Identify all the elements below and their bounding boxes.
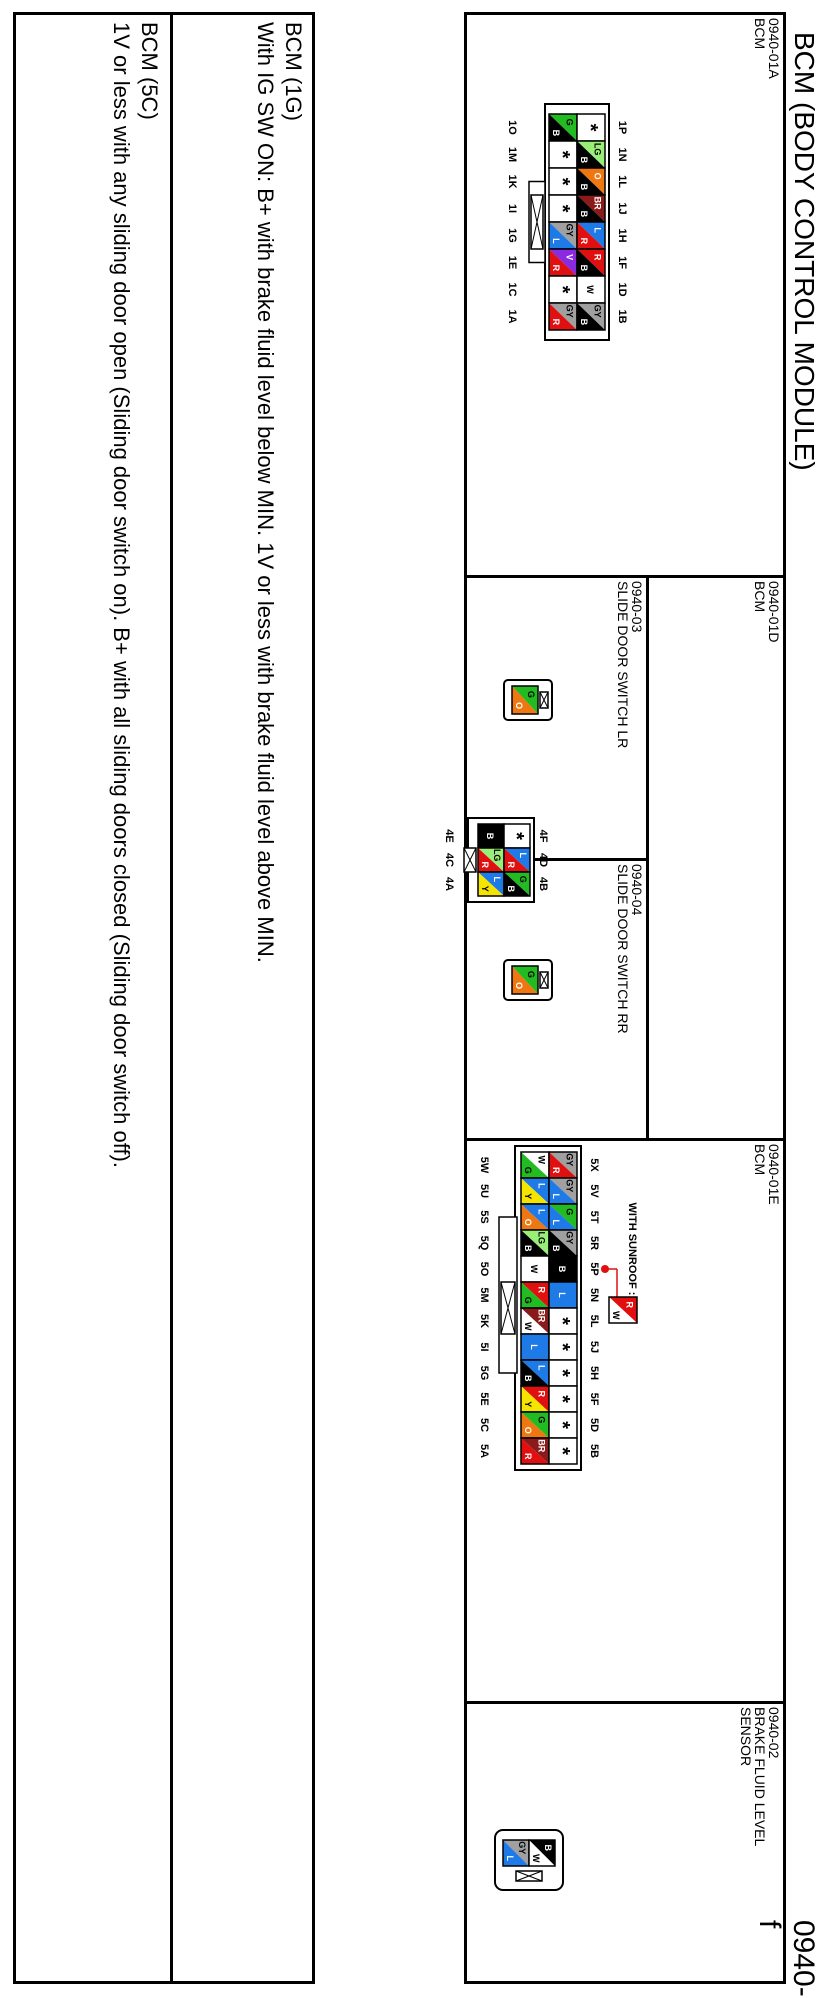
page-title: BCM (BODY CONTROL MODULE) <box>789 32 820 471</box>
pin-cell <box>577 222 605 249</box>
wire-color-label: G <box>523 1166 534 1174</box>
pin-cell <box>521 1230 549 1256</box>
wire-color-label: V <box>564 254 575 261</box>
unused-pin-star: * <box>551 1369 573 1377</box>
pin-cell <box>549 303 577 330</box>
wire-color-label: B <box>579 318 590 326</box>
pin-cell <box>577 276 605 303</box>
pin-cell <box>549 195 577 222</box>
pin-cell <box>549 249 577 276</box>
unused-pin-star: * <box>551 1421 573 1429</box>
pin-cell <box>577 303 605 330</box>
wire-color-label: GY <box>564 1231 575 1245</box>
pin-label: 5U <box>478 1183 490 1199</box>
wire-color-label: B <box>579 264 590 272</box>
wire-color-label: GY <box>592 304 603 318</box>
unused-pin-star: * <box>505 832 527 840</box>
pin-label: 5J <box>588 1340 600 1354</box>
wire-color-label: O <box>513 982 524 990</box>
wire-color-label: L <box>536 1183 547 1189</box>
wire-color-label: L <box>492 876 503 882</box>
pin-label: 1C <box>506 282 518 297</box>
pin-cell <box>549 1204 577 1230</box>
pin-cell <box>504 872 530 896</box>
wire-color-label: L <box>592 227 603 233</box>
pin-label: 5Q <box>478 1235 490 1251</box>
pin-label: 5V <box>588 1184 600 1198</box>
wire-color-label: GY <box>564 1179 575 1193</box>
wire-color-label: BR <box>536 1439 547 1453</box>
pin-cell <box>549 1282 577 1308</box>
pin-cell <box>549 168 577 195</box>
wire-color-label: W <box>530 1853 541 1863</box>
pin-cell <box>549 1256 577 1282</box>
note-text: 1V or less with any sliding door open (Sliding door switch on). B+ with all sliding doors closed (Sliding door switch off). <box>109 22 134 1168</box>
wire-color-label: L <box>529 1344 539 1350</box>
pin-label: 5D <box>588 1417 600 1433</box>
unused-pin-star: * <box>579 123 601 132</box>
wire-color-label: L <box>551 1219 562 1225</box>
page-code: 0940-f <box>753 1920 820 1997</box>
pin-cell <box>512 966 538 994</box>
wire-color-label: BR <box>592 196 603 210</box>
wire-color-label: GY <box>564 223 575 237</box>
wire-color-label: Y <box>479 885 490 892</box>
pin-label: 4E <box>443 829 455 843</box>
unused-pin-star: * <box>551 285 573 294</box>
pin-label: 1F <box>616 256 628 269</box>
pin-cell <box>521 1204 549 1230</box>
wire-color-label: LG <box>536 1231 547 1245</box>
pin-cell <box>521 1386 549 1412</box>
pin-label: 5R <box>588 1235 600 1251</box>
pin-label: 5A <box>478 1443 490 1459</box>
pin-label: 5T <box>588 1210 600 1224</box>
pin-label: 1P <box>616 120 628 135</box>
note-text: With IG SW ON: B+ with brake fluid level below MIN. 1V or less with brake fluid level above MIN. <box>253 22 278 963</box>
pin-cell <box>521 1334 549 1360</box>
wire-color-label: B <box>523 1374 534 1382</box>
wire-color-label: R <box>536 1390 547 1398</box>
wire-color-label: B <box>579 210 590 218</box>
pin-label: 1A <box>506 309 518 324</box>
unused-pin-star: * <box>551 1447 573 1455</box>
wire-color-label: B <box>579 156 590 164</box>
wire-color-label: G <box>564 118 575 126</box>
pin-label: 5L <box>588 1314 600 1328</box>
pin-label: 5X <box>588 1158 600 1172</box>
pin-cell <box>521 1178 549 1204</box>
wire-color-label: L <box>504 1855 515 1861</box>
wire-color-label: R <box>551 1166 562 1174</box>
pin-label: 5H <box>588 1365 600 1381</box>
pin-label: 4B <box>537 876 549 892</box>
wire-color-label: W <box>529 1264 539 1274</box>
wire-color-label: L <box>518 852 529 858</box>
wire-color-label: L <box>551 1193 562 1199</box>
pin-cell <box>549 114 577 141</box>
wire-color-label: G <box>564 1208 575 1216</box>
wire-color-label: W <box>523 1321 534 1331</box>
pin-label: 5S <box>478 1210 490 1224</box>
wire-color-label: R <box>624 1301 635 1309</box>
pin-cell <box>503 1840 529 1866</box>
pin-cell <box>521 1438 549 1464</box>
note-title: BCM (5C) <box>137 22 162 120</box>
wire-color-label: B <box>551 129 562 137</box>
pin-cell <box>549 222 577 249</box>
wire-color-label: W <box>536 1155 547 1165</box>
pin-cell <box>504 824 530 848</box>
pin-cell <box>577 249 605 276</box>
pin-label: 5K <box>478 1313 490 1329</box>
connector-name: SLIDE DOOR SWITCH RR <box>615 864 631 1034</box>
pin-label: 5O <box>478 1261 490 1277</box>
wire-color-label: B <box>543 1844 554 1852</box>
connector-id: 0940-03 <box>629 581 645 633</box>
pin-label: 5F <box>588 1392 600 1406</box>
pin-label: 5N <box>588 1287 600 1303</box>
pin-cell <box>512 686 538 714</box>
pin-label: 4F <box>537 829 549 843</box>
connector-name: BRAKE FLUID LEVEL SENSOR <box>738 1707 768 1846</box>
pin-label: 5P <box>588 1262 600 1276</box>
wire-color-label: L <box>536 1209 547 1215</box>
wire-color-label: G <box>523 1296 534 1304</box>
pin-label: 5C <box>478 1417 490 1433</box>
wire-color-label: O <box>523 1218 534 1226</box>
pin-cell <box>577 195 605 222</box>
connector-id: 0940-04 <box>629 864 645 916</box>
unused-pin-star: * <box>551 1343 573 1351</box>
wire-color-label: GY <box>517 1841 528 1855</box>
pin-cell <box>577 141 605 168</box>
wire-color-label: LG <box>592 142 603 156</box>
pin-cell <box>478 872 504 896</box>
wire-color-label: R <box>536 1286 547 1294</box>
connector-id: 0940-01E <box>766 1144 782 1205</box>
wire-color-label: G <box>526 970 537 978</box>
pin-cell <box>478 824 504 848</box>
wire-color-label: Y <box>523 1401 534 1408</box>
connector-name: BCM <box>752 581 768 613</box>
pin-cell <box>549 141 577 168</box>
wire-color-label: B <box>579 183 590 191</box>
pin-cell <box>549 1334 577 1360</box>
pin-label: 4A <box>443 876 455 892</box>
pin-cell <box>521 1308 549 1334</box>
unused-pin-star: * <box>551 1317 573 1325</box>
wire-color-label: W <box>585 285 595 294</box>
pin-cell <box>549 1308 577 1334</box>
wire-color-label: R <box>551 264 562 272</box>
pin-label: 5B <box>588 1443 600 1459</box>
wire-color-label: BR <box>536 1309 547 1323</box>
pin-cell <box>577 114 605 141</box>
pin-label: 1J <box>616 202 628 215</box>
wire-color-label: Y <box>523 1193 534 1200</box>
connector-id: 0940-01A <box>766 18 782 79</box>
pin-label: 5W <box>478 1156 490 1174</box>
wire-color-label: L <box>557 1292 567 1298</box>
pin-cell <box>478 848 504 872</box>
pin-cell <box>549 1230 577 1256</box>
pin-cell <box>521 1360 549 1386</box>
pin-label: 1L <box>616 175 628 188</box>
wire-color-label: B <box>523 1244 534 1252</box>
unused-pin-star: * <box>551 1395 573 1403</box>
wire-color-label: O <box>592 172 603 180</box>
wire-color-label: R <box>479 861 490 869</box>
pin-cell <box>521 1256 549 1282</box>
wire-color-label: L <box>551 238 562 244</box>
wire-color-label: R <box>523 1452 534 1460</box>
pin-label: 5G <box>478 1365 490 1381</box>
wire-color-label: R <box>551 318 562 326</box>
pin-cell <box>521 1412 549 1438</box>
pin-label: 1G <box>506 228 518 243</box>
wire-color-label: LG <box>492 848 503 862</box>
wire-color-label: G <box>518 875 529 883</box>
pin-cell <box>549 1386 577 1412</box>
connector-name: BCM <box>752 1144 768 1176</box>
pin-cell <box>549 1412 577 1438</box>
wire-color-label: B <box>485 832 495 840</box>
connector-name: BCM <box>752 18 768 50</box>
unused-pin-star: * <box>551 150 573 159</box>
pin-cell <box>549 1360 577 1386</box>
pin-label: 5M <box>478 1287 490 1303</box>
pin-cell <box>504 848 530 872</box>
pin-label: 1B <box>616 309 628 324</box>
pin-label: 1M <box>506 146 518 163</box>
wire-color-label: R <box>579 237 590 245</box>
pin-cell <box>549 1152 577 1178</box>
pin-cell <box>521 1282 549 1308</box>
pin-label: 1E <box>506 255 518 270</box>
pin-label: 1D <box>616 282 628 297</box>
pin-cell <box>549 1438 577 1464</box>
wire-color-label: B <box>557 1265 567 1273</box>
pin-cell <box>521 1152 549 1178</box>
pin-cell <box>529 1840 555 1866</box>
wire-color-label: GY <box>564 304 575 318</box>
wire-color-label: B <box>505 885 516 893</box>
pin-label: 1N <box>616 147 628 162</box>
unused-pin-star: * <box>551 204 573 213</box>
wire-color-label: L <box>536 1365 547 1371</box>
pin-label: 1K <box>506 174 518 189</box>
pin-label: 1H <box>616 228 628 243</box>
pin-label: 1I <box>506 203 518 214</box>
pin-label: 5I <box>478 1342 490 1352</box>
wire-color-label: R <box>592 253 603 261</box>
pin-label: 1O <box>506 120 518 135</box>
wire-color-label: G <box>526 690 537 698</box>
pin-label: 4C <box>443 852 455 868</box>
pin-label: 4D <box>537 852 549 868</box>
wire-color-label: O <box>513 702 524 710</box>
connector-name: SLIDE DOOR SWITCH LR <box>615 581 631 749</box>
connector-id: 0940-02 <box>766 1707 782 1759</box>
unused-pin-star: * <box>551 177 573 186</box>
pin-cell <box>549 1178 577 1204</box>
pin-cell <box>549 276 577 303</box>
pin-cell <box>577 168 605 195</box>
wire-color-label: B <box>551 1244 562 1252</box>
wire-color-label: R <box>505 861 516 869</box>
wire-color-label: W <box>611 1310 622 1320</box>
sunroof-pin-cell <box>609 1297 637 1323</box>
connector-id: 0940-01D <box>766 581 782 643</box>
wire-color-label: GY <box>564 1153 575 1167</box>
sunroof-label: WITH SUNROOF : <box>626 1202 638 1296</box>
pin-label: 5E <box>478 1392 490 1406</box>
wire-color-label: G <box>536 1416 547 1424</box>
note-title: BCM (1G) <box>281 22 306 121</box>
wire-color-label: O <box>523 1426 534 1434</box>
